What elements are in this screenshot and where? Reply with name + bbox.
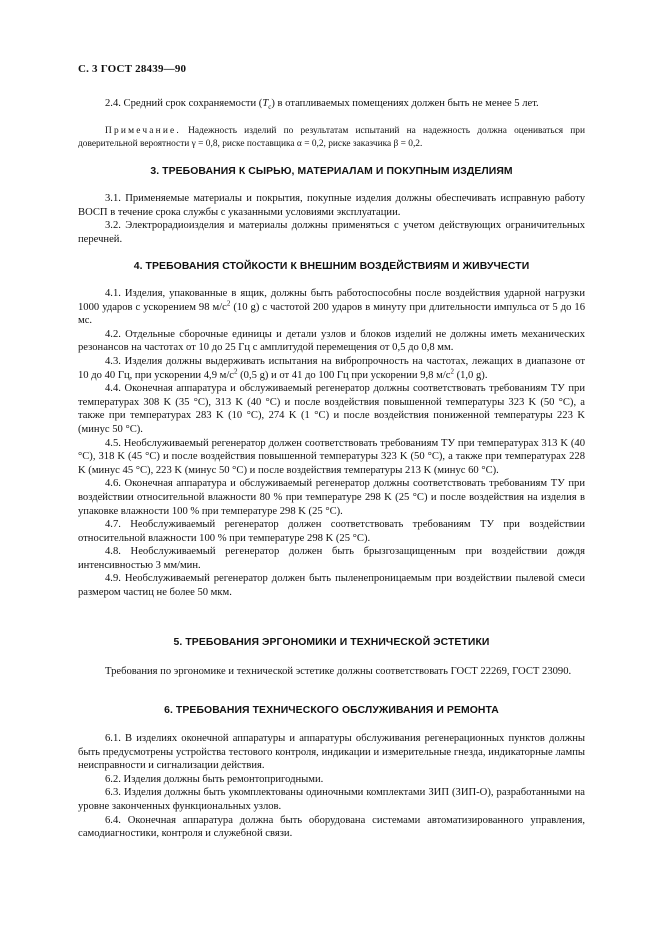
paragraph-6-2: 6.2. Изделия должны быть ремонтопригодными. (105, 773, 324, 785)
section-3-block (78, 166, 585, 246)
paragraph-4-1: 4.1. Изделия, упакованные в ящик, должны быть работоспособны после воздействия ударной нагрузки 1000 ударов с ускорением 98 $м/с^2$ (10 g) с частотой 200 ударов в минуту при длительности импульса от 5 до 16 мс. (78, 288, 585, 327)
page-header: С. 3 ГОСТ 28439—90 (78, 63, 187, 75)
paragraph-6-4: 6.4. Оконечная аппаратура должна быть оборудована системами автоматизированного управления, самодиагностики, контроля и служебной связи. (78, 814, 585, 840)
paragraph-4-8: 4.8. Необслуживаемый регенератор должен быть брызгозащищенным при воздействии дождя интенсивностью 3 мм/мин. (78, 546, 585, 571)
section-4-title: 4. ТРЕБОВАНИЯ СТОЙКОСТИ К ВНЕШНИМ ВОЗДЕЙСТВИЯМ И ЖИВУЧЕСТИ (133, 261, 530, 272)
section-3-title: 3. ТРЕБОВАНИЯ К СЫРЬЮ, МАТЕРИАЛАМ И ПОКУПНЫМ ИЗДЕЛИЯМ (150, 166, 513, 177)
section-6-block (78, 705, 585, 841)
paragraph-4-4: 4.4. Оконечная аппаратура и обслуживаемый регенератор должны соответствовать требованиям ТУ при температурах 308 K (35 °C), 313 K (40 °C) и после воздействия повышенной температуры 323 K (50 °C), а также при температурах 283 K (10 °C), 274 K (1 °C) и после воздействия пониженной температуры 223 K (минус 50 °C). (78, 383, 585, 435)
note-reliability: Примечание. Надежность изделий по результатам испытаний на надежность должна оцениваться при доверительной вероятности γ = 0,8, риске поставщика α = 0,2, риске заказчика β = 0,2. (78, 125, 585, 149)
section-5-title: 5. ТРЕБОВАНИЯ ЭРГОНОМИКИ И ТЕХНИЧЕСКОЙ ЭСТЕТИКИ (173, 637, 490, 648)
paragraph-4-6: 4.6. Оконечная аппаратура и обслуживаемый регенератор должны соответствовать требованиям ТУ при воздействии относительной влажности 80 % при температуре 298 K (25 °C) и после воздействия на изделия в упаковке влажности 100 % при температуре 298 K (25 °C). (78, 478, 585, 517)
paragraph-4-3: 4.3. Изделия должны выдерживать испытания на вибропрочность на частотах, лежащих в диапазоне от 10 до 40 Гц, при ускорении 4,9 $м/с^2$ (0,5 g) и от 41 до 100 Гц при ускорении 9,8 $м/с^2$ (1,0 g). (78, 355, 585, 381)
paragraph-3-1: 3.1. Применяемые материалы и покрытия, покупные изделия должны обеспечивать исправную работу ВОСП в течение срока службы с указанными условиями эксплуатации. (78, 193, 585, 218)
section-2-block (78, 97, 585, 151)
section-4-block (78, 261, 585, 600)
paragraph-4-7: 4.7. Необслуживаемый регенератор должен соответствовать требованиям ТУ при воздействии относительной влажности 100 % при температуре 298 K (25 °C). (78, 519, 585, 544)
paragraph-4-5: 4.5. Необслуживаемый регенератор должен соответствовать требованиям ТУ при температурах 313 K (40 °C), 318 K (45 °C) и после воздействия повышенной температуры 323 K (50 °C), а также при температурах 228 K (минус 45 °C), 223 K (минус 50 °C) и после воздействия температуры 213 K (минус 60 °C). (78, 437, 585, 476)
paragraph-5: Требования по эргономике и технической эстетике должны соответствовать ГОСТ 22269, ГОСТ 23090. (105, 666, 572, 677)
paragraph-6-3: 6.3. Изделия должны быть укомплектованы одиночными комплектами ЗИП (ЗИП-О), разработанными на уровне законченных функциональных узлов. (78, 787, 585, 812)
section-6-title: 6. ТРЕБОВАНИЯ ТЕХНИЧЕСКОГО ОБСЛУЖИВАНИЯ И РЕМОНТА (164, 705, 499, 716)
paragraph-4-9: 4.9. Необслуживаемый регенератор должен быть пыленепроницаемым при воздействии пылевой смеси размером частиц не более 50 мкм. (78, 573, 585, 599)
paragraph-3-2: 3.2. Электрорадиоизделия и материалы должны применяться с учетом действующих ограничительных перечней. (78, 220, 585, 245)
paragraph-6-1: 6.1. В изделиях оконечной аппаратуры и аппаратуры обслуживания регенерационных пунктов должны быть предусмотрены устройства тестового контроля, индикации и измерительные гнезда, индикаторные лампы неисправности и сигнализации действия. (78, 733, 585, 772)
paragraph-2-4: 2.4. Средний срок сохраняемости $(T_с)$ в отапливаемых помещениях должен быть не менее 5 лет. (105, 98, 539, 112)
section-5-block (78, 637, 585, 679)
paragraph-4-2: 4.2. Отдельные сборочные единицы и детали узлов и блоков изделий не должны иметь механических резонансов на частотах от 10 до 25 Гц с амплитудой перемещения от 0,5 до 0,8 мм. (78, 328, 585, 354)
